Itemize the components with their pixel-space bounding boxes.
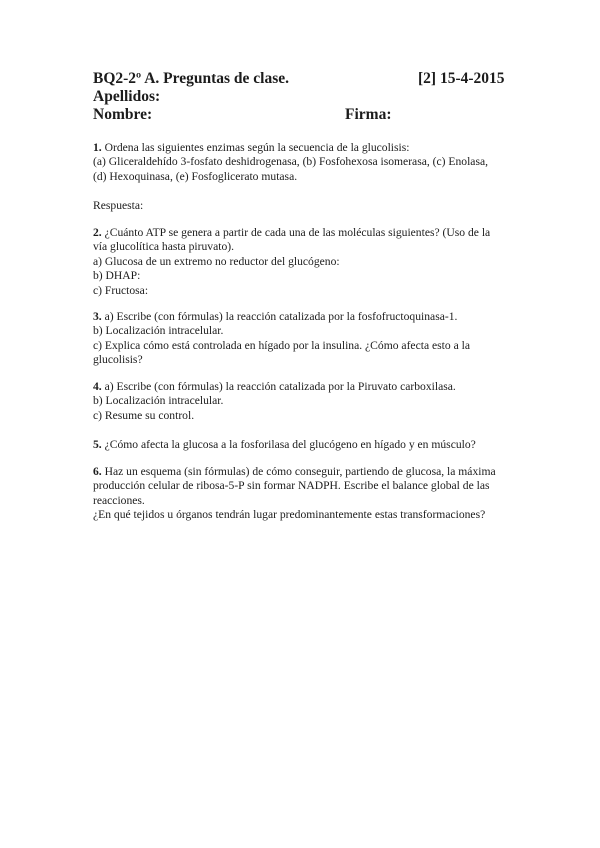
question-text: c) Fructosa: [93,283,149,297]
exam-header [93,70,513,124]
question-number: 1. [93,141,102,154]
respuesta-label [93,199,523,213]
question-3 [93,310,523,368]
question-text: c) Explica cómo está controlada en hígado por la insulina. ¿Cómo afecta esto a la [93,338,470,352]
question-text: b) Localización intracelular. [93,394,224,408]
apellidos-label: Apellidos: [93,88,161,105]
question-4 [93,380,523,423]
question-number: 3. [93,310,102,323]
question-number: 2. [93,226,102,239]
header-title-row [93,70,513,88]
question-text: ¿En qué tejidos u órganos tendrán lugar predominantemente estas transformaciones? [93,508,486,522]
question-text: a) Escribe (con fórmulas) la reacción catalizada por la fosfofructoquinasa-1. [104,310,458,323]
question-text: reacciones. [93,493,145,507]
firma-label: Firma: [345,106,392,123]
question-text: ¿Cómo afecta la glucosa a la fosforilasa del glucógeno en hígado y en músculo? [104,438,476,451]
question-text: ¿Cuánto ATP se genera a partir de cada una de las moléculas siguientes? (Uso de la [104,226,491,239]
header-apellidos-row [93,88,513,106]
question-text: c) Resume su control. [93,408,195,422]
question-text: b) DHAP: [93,269,141,283]
header-nombre-row [93,106,513,124]
question-2 [93,226,523,298]
question-text: glucolisis? [93,353,143,367]
exam-title: BQ2-2º A. Preguntas de clase. [93,70,289,87]
question-5 [93,438,523,452]
question-text: Ordena las siguientes enzimas según la secuencia de la glucolisis: [104,141,410,154]
question-text: b) Localización intracelular. [93,324,224,338]
question-text: a) Glucosa de un extremo no reductor del glucógeno: [93,254,340,268]
nombre-label: Nombre: [93,106,153,123]
question-number: 4. [93,380,102,393]
question-text: vía glucolítica hasta piruvato). [93,240,235,254]
question-1 [93,141,523,184]
question-number: 5. [93,438,102,451]
question-text: a) Escribe (con fórmulas) la reacción catalizada por la Piruvato carboxilasa. [104,380,456,393]
question-6 [93,465,523,523]
question-text: Haz un esquema (sin fórmulas) de cómo conseguir, partiendo de glucosa, la máxima [104,465,496,478]
exam-code-date: [2] 15-4-2015 [418,70,505,87]
question-text: (a) Gliceraldehído 3-fosfato deshidrogenasa, (b) Fosfohexosa isomerasa, (c) Enolasa, [93,155,489,169]
question-text: producción celular de ribosa-5-P sin formar NADPH. Escribe el balance global de las [93,479,490,493]
question-number: 6. [93,465,102,478]
respuesta-text: Respuesta: [93,199,144,212]
question-text: (d) Hexoquinasa, (e) Fosfoglicerato mutasa. [93,169,298,183]
